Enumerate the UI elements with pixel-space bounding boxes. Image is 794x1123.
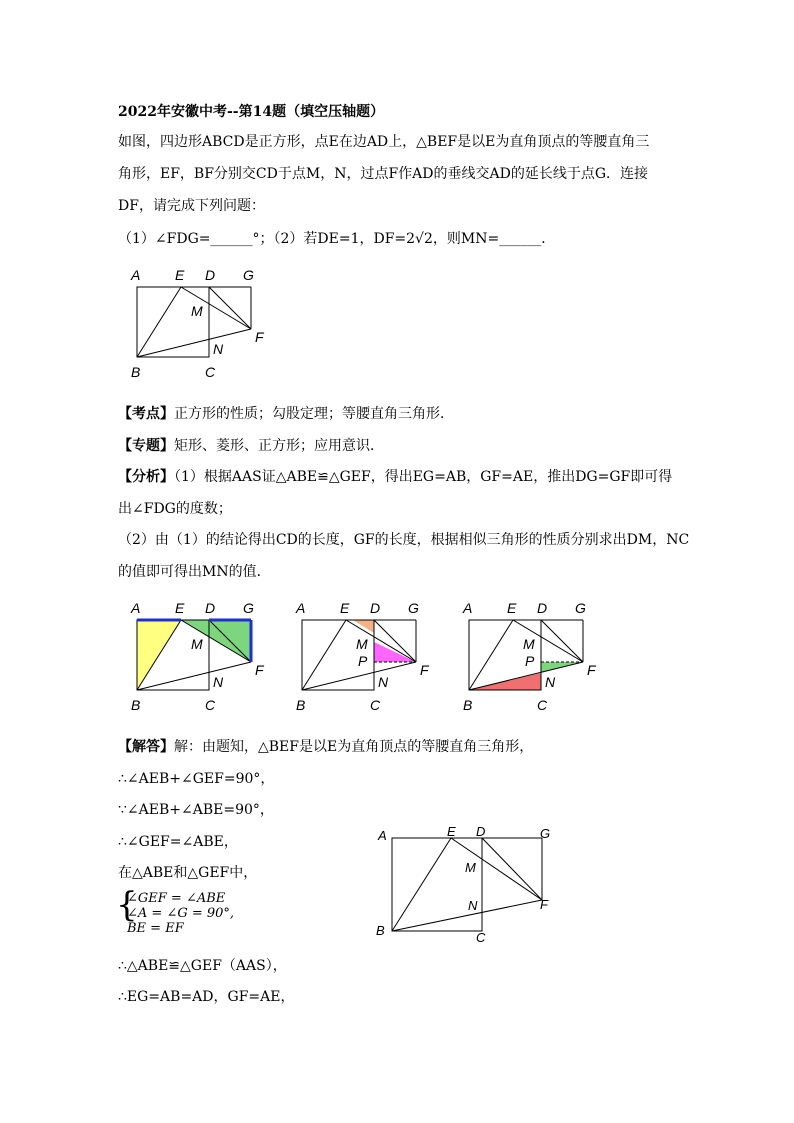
- fenxi-line-3: （2）由（1）的结论得出CD的长度，GF的长度，根据相似三角形的性质分别求出DM，NC: [118, 532, 690, 548]
- system-brace: {: [116, 885, 138, 925]
- kaodian: [118, 405, 454, 423]
- svg-text:N: N: [213, 674, 224, 690]
- svg-text:F: F: [255, 662, 264, 678]
- svg-text:P: P: [358, 653, 368, 669]
- svg-text:M: M: [465, 860, 476, 875]
- jieda-line-5: 在△ABE和△GEF中，: [118, 865, 258, 881]
- svg-text:M: M: [356, 636, 368, 652]
- svg-text:D: D: [476, 824, 486, 839]
- svg-text:D: D: [205, 600, 216, 616]
- svg-text:P: P: [525, 653, 535, 669]
- figure-analysis-2: [290, 598, 440, 718]
- kaodian-text: 正方形的性质；勾股定理；等腰直角三角形．: [174, 406, 454, 422]
- fenxi-tag: 【分析】: [118, 469, 174, 485]
- svg-text:G: G: [575, 600, 586, 616]
- zhuanti: [118, 437, 384, 455]
- label-G: G: [243, 267, 254, 283]
- system-eq-3: BE = EF: [127, 921, 184, 936]
- svg-text:A: A: [378, 828, 387, 843]
- label-M: M: [191, 303, 203, 319]
- svg-text:C: C: [370, 697, 381, 713]
- problem-line-1: 如图，四边形ABCD是正方形，点E在边AD上，△BEF是以E为直角顶点的等腰直角三: [118, 134, 650, 150]
- svg-text:C: C: [537, 697, 548, 713]
- fenxi-line-2: 出∠FDG的度数；: [118, 501, 232, 517]
- shape-magenta-triangle: [374, 642, 416, 662]
- svg-text:F: F: [540, 897, 548, 912]
- svg-text:A: A: [296, 600, 306, 616]
- kaodian-tag: 【考点】: [118, 406, 174, 422]
- problem-line-2: 角形，EF，BF分别交CD于点M，N，过点F作AD的垂线交AD的延长线于点G．连接: [118, 166, 649, 182]
- svg-text:F: F: [587, 662, 596, 678]
- zhuanti-text: 矩形、菱形、正方形；应用意识．: [174, 438, 384, 454]
- label-E: E: [175, 267, 185, 283]
- label-B: B: [131, 364, 141, 380]
- svg-text:A: A: [131, 600, 141, 616]
- svg-text:C: C: [205, 697, 216, 713]
- zhuanti-tag: 【专题】: [118, 438, 174, 454]
- jieda-line-2: ∴∠AEB+∠GEF=90°，: [118, 771, 275, 787]
- jieda-tag: 【解答】: [118, 739, 174, 755]
- jieda-line-6: ∴△ABE≌△GEF（AAS），: [118, 958, 287, 974]
- label-F: F: [255, 329, 264, 345]
- system-eq-1: ∠GEF = ∠ABE: [127, 891, 226, 906]
- jieda-line-7: ∴EG=AB=AD，GF=AE，: [118, 989, 295, 1005]
- svg-text:B: B: [131, 697, 141, 713]
- svg-text:N: N: [378, 674, 389, 690]
- figure-analysis-3: [457, 598, 607, 718]
- jieda-line-4: ∴∠GEF=∠ABE，: [118, 834, 238, 850]
- problem-line-3: DF，请完成下列问题：: [118, 198, 265, 214]
- fenxi-line-4: 的值即可得出MN的值．: [118, 564, 271, 580]
- figure-main: [125, 265, 275, 385]
- jieda-line-3: ∵∠AEB+∠ABE=90°，: [118, 802, 274, 818]
- figure-solution: [372, 820, 572, 950]
- svg-text:C: C: [476, 930, 486, 945]
- svg-text:B: B: [296, 697, 306, 713]
- svg-text:A: A: [463, 600, 473, 616]
- svg-text:D: D: [370, 600, 381, 616]
- svg-text:E: E: [175, 600, 185, 616]
- fenxi-line-1: （1）根据AAS证△ABE≌△GEF，得出EG=AB，GF=AE，推出DG=GF即可得: [174, 469, 673, 485]
- figure-analysis-1: [125, 598, 275, 718]
- svg-text:E: E: [507, 600, 517, 616]
- svg-text:D: D: [537, 600, 548, 616]
- svg-text:G: G: [540, 826, 551, 841]
- jieda: [118, 738, 533, 756]
- svg-text:N: N: [545, 674, 556, 690]
- svg-text:E: E: [340, 600, 350, 616]
- jieda-line-1: 解：由题知，△BEF是以E为直角顶点的等腰直角三角形，: [174, 739, 534, 755]
- svg-text:M: M: [191, 636, 203, 652]
- svg-text:G: G: [408, 600, 419, 616]
- problem-question: （1）∠FDG=______°；（2）若DE=1，DF=2√2，则MN=______．: [118, 231, 556, 247]
- label-C: C: [205, 364, 216, 380]
- svg-text:G: G: [243, 600, 254, 616]
- svg-text:M: M: [523, 636, 535, 652]
- svg-text:B: B: [376, 923, 385, 938]
- label-A: A: [131, 267, 141, 283]
- page-title: 2022年安徽中考--第14题（填空压轴题）: [118, 104, 385, 120]
- label-N: N: [213, 341, 224, 357]
- svg-text:E: E: [447, 824, 456, 839]
- label-D: D: [205, 267, 216, 283]
- svg-text:N: N: [468, 898, 478, 913]
- fenxi: [118, 468, 672, 486]
- system-eq-2: ∠A = ∠G = 90°,: [127, 906, 235, 921]
- svg-text:F: F: [420, 662, 429, 678]
- svg-text:B: B: [463, 697, 473, 713]
